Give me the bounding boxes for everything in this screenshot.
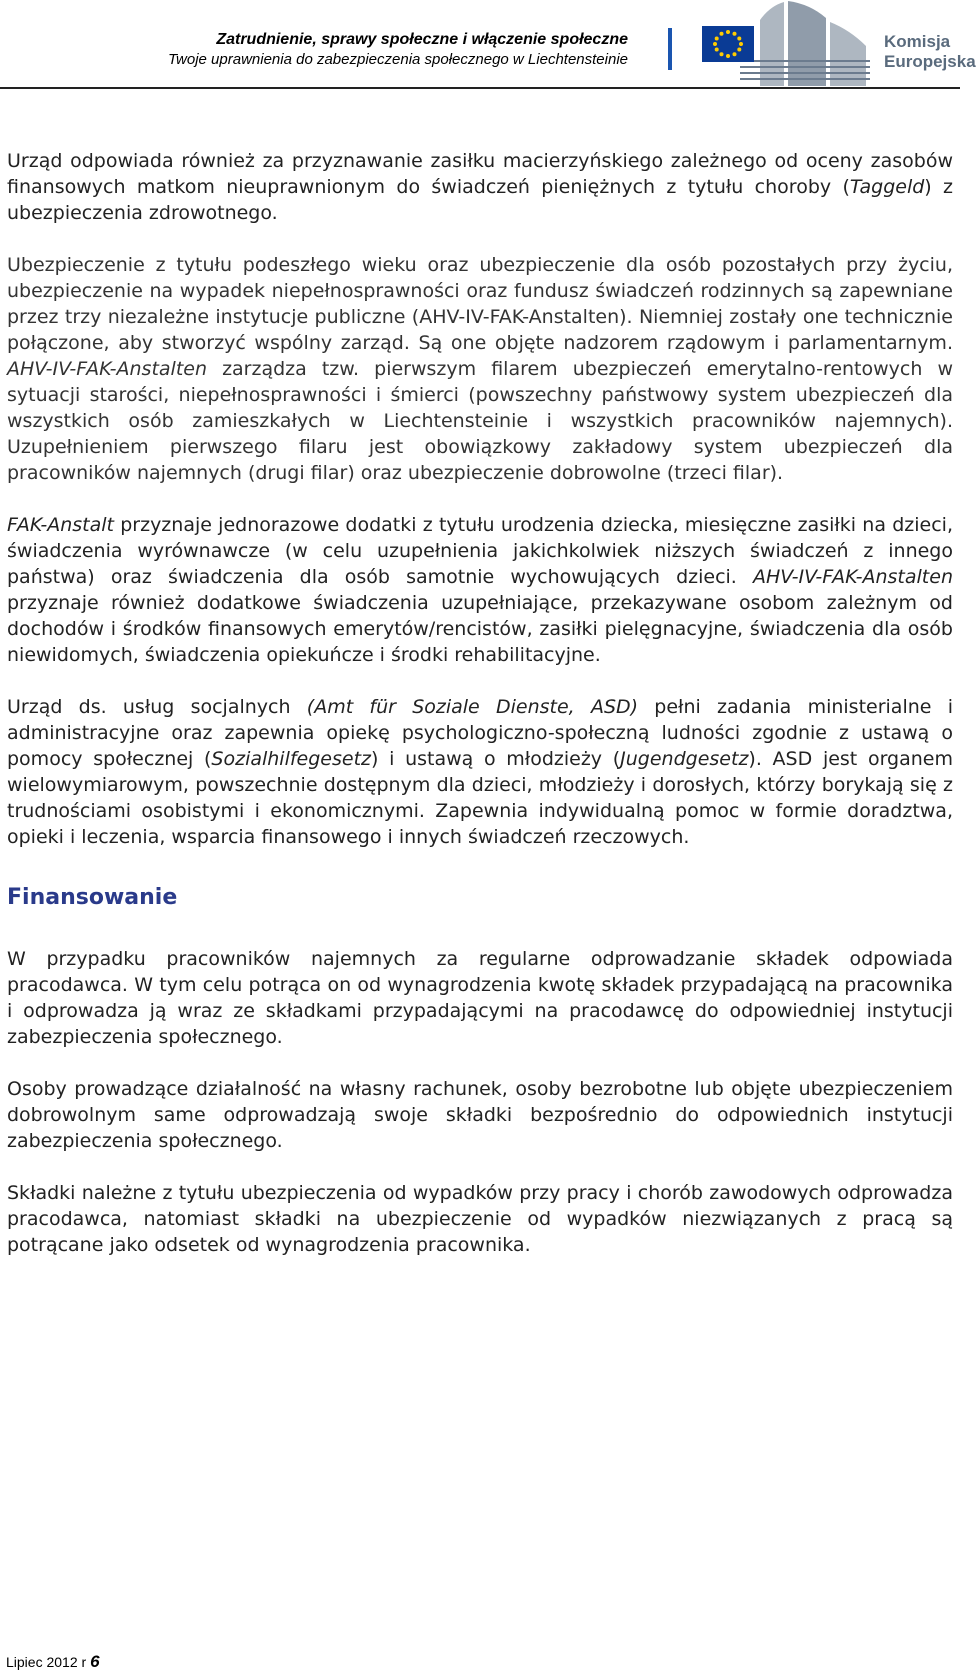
header-title: Zatrudnienie, sprawy społeczne i włączenie społeczne <box>216 31 628 48</box>
italic-term: (Amt für Soziale Dienste, ASD) <box>306 696 639 718</box>
text-run: Urząd odpowiada również za przyznawanie zasiłku macierzyńskiego zależnego od oceny zasobów finansowych matkom nieuprawnionym do świadczeń pieniężnych z tytułu choroby ( <box>7 150 953 198</box>
text-run: ). ASD jest organem wielowymiarowym, powszechnie dostępnym dla dzieci, młodzieży i dorosłych, którzy borykają się z trudnościami osobistymi i ekonomicznymi. Zapewnia indywidualną pomoc w formie doradztwa, opieki i leczenia, wsparcia finansowego i innych świadczeń rzeczowych. <box>7 748 953 848</box>
text-run: ) z ubezpieczenia zdrowotnego. <box>7 176 953 224</box>
page-number: 6 <box>90 1652 100 1671</box>
paragraph-social-services <box>7 694 953 850</box>
paragraph-maternity-allowance <box>7 148 953 226</box>
italic-term: Taggeld <box>849 176 925 198</box>
text-run: ) i ustawą o młodzieży ( <box>371 748 621 770</box>
italic-term: AHV-IV-FAK-Anstalten <box>752 566 953 588</box>
header-accent-bar <box>668 28 672 70</box>
italic-term: Sozialhilfegesetz <box>211 748 372 770</box>
header-divider <box>0 87 960 89</box>
italic-term: AHV-IV-FAK-Anstalten <box>7 358 208 380</box>
ec-logo-line1: Komisja <box>884 32 951 51</box>
italic-term: Jugendgesetz <box>620 748 749 770</box>
text-run: pełni zadania ministerialne i administracyjne oraz zapewnia opiekę psychologiczno-społeczną ludności zgodnie z ustawą o pomocy społecznej ( <box>7 696 953 770</box>
header-subtitle: Twoje uprawnienia do zabezpieczenia społecznego w Liechtensteinie <box>167 51 628 68</box>
header-titles <box>168 30 628 70</box>
paragraph-accident-contributions: Składki należne z tytułu ubezpieczenia od wypadków przy pracy i chorób zawodowych odprowadza pracodawca, natomiast składki na ubezpieczenie od wypadków niezwiązanych z pracą są potrącane jako odsetek od wynagrodzenia pracownika. <box>7 1182 953 1256</box>
paragraph-employee-contributions: W przypadku pracowników najemnych za regularne odprowadzanie składek odpowiada pracodawca. W tym celu potrąca on od wynagrodzenia kwotę składek przypadającą na pracownika i odprowadza ją wraz ze składkami przypadającymi na pracodawcę do odpowiedniej instytucji zabezpieczenia społecznego. <box>7 948 953 1048</box>
paragraph-family-benefits <box>7 512 953 668</box>
paragraph-self-employed-contributions: Osoby prowadzące działalność na własny rachunek, osoby bezrobotne lub objęte ubezpieczeniem dobrowolnym same odprowadzają swoje składki bezpośrednio do odpowiednich instytucji zabezpieczenia społecznego. <box>7 1078 953 1152</box>
italic-term: FAK-Anstalt <box>7 514 114 536</box>
text-run: przyznaje również dodatkowe świadczenia uzupełniające, przekazywane osobom zależnym od dochodów i środków finansowych emerytów/rencistów, zasiłki pielęgnacyjne, świadczenia dla osób niewidomych, świadczenia opiekuńcze i środki rehabilitacyjne. <box>7 592 953 666</box>
text-run: przyznaje jednorazowe dodatki z tytułu urodzenia dziecka, miesięczne zasiłki na dzieci, świadczenia wyrównawcze (w celu uzupełnienia jakichkolwiek niższych świadczeń z innego państwa) oraz świadczenia dla osób samotnie wychowujących dzieci. <box>7 514 953 588</box>
section-heading-financing: Finansowanie <box>7 885 178 910</box>
paragraph-pension-insurance <box>7 252 953 486</box>
ec-logo-text <box>884 32 976 72</box>
text-run: zarządza tzw. pierwszym filarem ubezpieczeń emerytalno-rentowych w sytuacji starości, niepełnosprawności i śmierci (powszechny państwowy system ubezpieczeń dla wszystkich osób zamieszkałych w Liechtensteinie i wszystkich pracowników najemnych). Uzupełnieniem pierwszego filaru jest obowiązkowy zakładowy system ubezpieczeń dla pracowników najemnych (drugi filar) oraz ubezpieczenie dobrowolne (trzeci filar). <box>7 358 953 484</box>
building-graphic-icon <box>740 1 870 86</box>
text-run: Urząd ds. usług socjalnych <box>7 696 307 718</box>
page-footer <box>6 1652 100 1672</box>
text-run: Ubezpieczenie z tytułu podeszłego wieku oraz ubezpieczenie dla osób pozostałych przy życiu, ubezpieczenie na wypadek niepełnosprawności oraz fundusz świadczeń rodzinnych są zapewniane przez trzy niezależne instytucje publiczne (AHV-IV-FAK-Anstalten). Niemniej zostały one technicznie połączone, aby stworzyć wspólny zarząd. Są one objęte nadzorem rządowym i parlamentarnym. <box>7 254 953 354</box>
ec-logo-line2: Europejska <box>884 52 976 71</box>
page-header <box>0 0 976 90</box>
eu-flag-icon <box>702 26 754 62</box>
document-body <box>7 148 953 1284</box>
footer-date: Lipiec 2012 r <box>6 1654 87 1670</box>
